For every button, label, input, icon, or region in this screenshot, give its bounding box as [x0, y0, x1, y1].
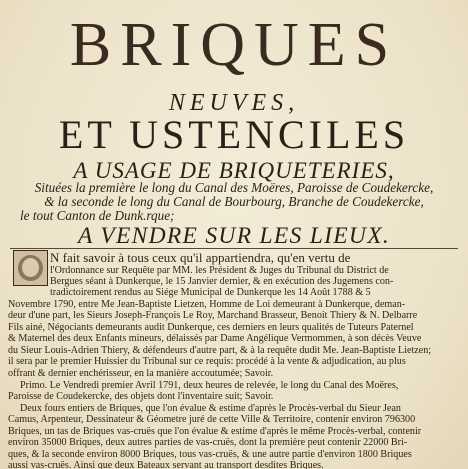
situation-line: & la seconde le long du Canal de Bourbourg, Branche de Coudekercke,	[44, 194, 424, 209]
body-line: il sera par le premier Huissier du Tribunal sur ce requis: procédé à la vente & adjudication, au plus	[8, 356, 406, 367]
body-line: Camus, Arpenteur, Dessinateur & Géometre juré de cette Ville & Territoire, contenir environ 796300	[8, 414, 416, 425]
poster-title: BRIQUES	[69, 11, 399, 79]
body-line: N fait savoir à tous ceux qu'il appartiendra, qu'en vertu de	[50, 250, 351, 265]
body-line: environ 35000 Briques, deux autres parties de vas-cruës, dont la première peut contenir 22000 Bri-	[8, 437, 408, 448]
body-line: Primo. Le Vendredi premier Avril 1791, deux heures de relevée, le long du Canal des Moëres,	[20, 380, 399, 391]
body-line: Deux fours entiers de Briques, que l'on évalue & estime d'après le Procès-verbal du Sieur Jean	[20, 403, 401, 414]
divider-rule	[10, 248, 458, 249]
body-line: Briques, un tas de Briques vas-cruës que l'on évalue & estime d'après le même Procès-verbal, contenir	[8, 426, 422, 437]
body-line: aussi vas-cruës. Ainsi que deux Bateaux servant au transport desdites Briques.	[8, 460, 324, 469]
poster-subtitle-ustenciles: ET USTENCILES	[58, 112, 410, 157]
body-line: tradictoirement rendus au Siége Municipal de Dunkerque les 14 Août 1788 & 5	[50, 287, 371, 298]
situation-line: Situées la première le long du Canal des Moëres, Paroisse de Coudekercke,	[34, 180, 434, 195]
body-line: du Sieur Louis-Adrien Thiery, & défendeurs d'autre part, & à la requête dudit Me. Jean-Baptiste Lietzen;	[8, 345, 432, 356]
body-line: ques, & la seconde environ 8000 Briques, tous vas-cruës, & une autre partie d'environ 1800 Briques	[8, 449, 412, 460]
body-line: offrant & dernier enchérisseur, en la manière accoutumée; Savoir.	[8, 368, 274, 379]
body-line: Bergues séant à Dunkerque, le 15 Janvier dernier, & en exécution des Jugemens con-	[50, 276, 394, 287]
situation-line: le tout Canton de Dunk.rque;	[20, 208, 175, 223]
body-line: deur d'une part, les Sieurs Joseph-François Le Roy, Marchand Brasseur, Benoit Thiery & N. Delbarre	[8, 310, 418, 321]
body-line: Novembre 1790, entre Me Jean-Baptiste Lietzen, Homme de Loi demeurant à Dunkerque, deman-	[8, 299, 406, 310]
sale-heading: A VENDRE SUR LES LIEUX.	[77, 223, 391, 249]
body-line: Fils ainé, Négociants demeurants audit Dunkerque, ces derniers en leurs qualités de Tuteurs Paternel	[8, 322, 414, 333]
poster-subtitle-usage: A USAGE DE BRIQUETERIES,	[73, 158, 395, 183]
body-line: & Maternel des deux Enfants mineurs, délaissés par Dame Angélique Vermommen, à son décès Veuve	[8, 333, 422, 344]
poster-subtitle-neuves: NEUVES,	[168, 90, 300, 116]
decorative-initial-o-ornament	[13, 250, 48, 286]
body-line: Paroisse de Coudekercke, des objets dont l'inventaire suit; Savoir.	[8, 391, 274, 402]
body-line: l'Ordonnance sur Requête par MM. les Président & Juges du Tribunal du District de	[50, 265, 389, 276]
